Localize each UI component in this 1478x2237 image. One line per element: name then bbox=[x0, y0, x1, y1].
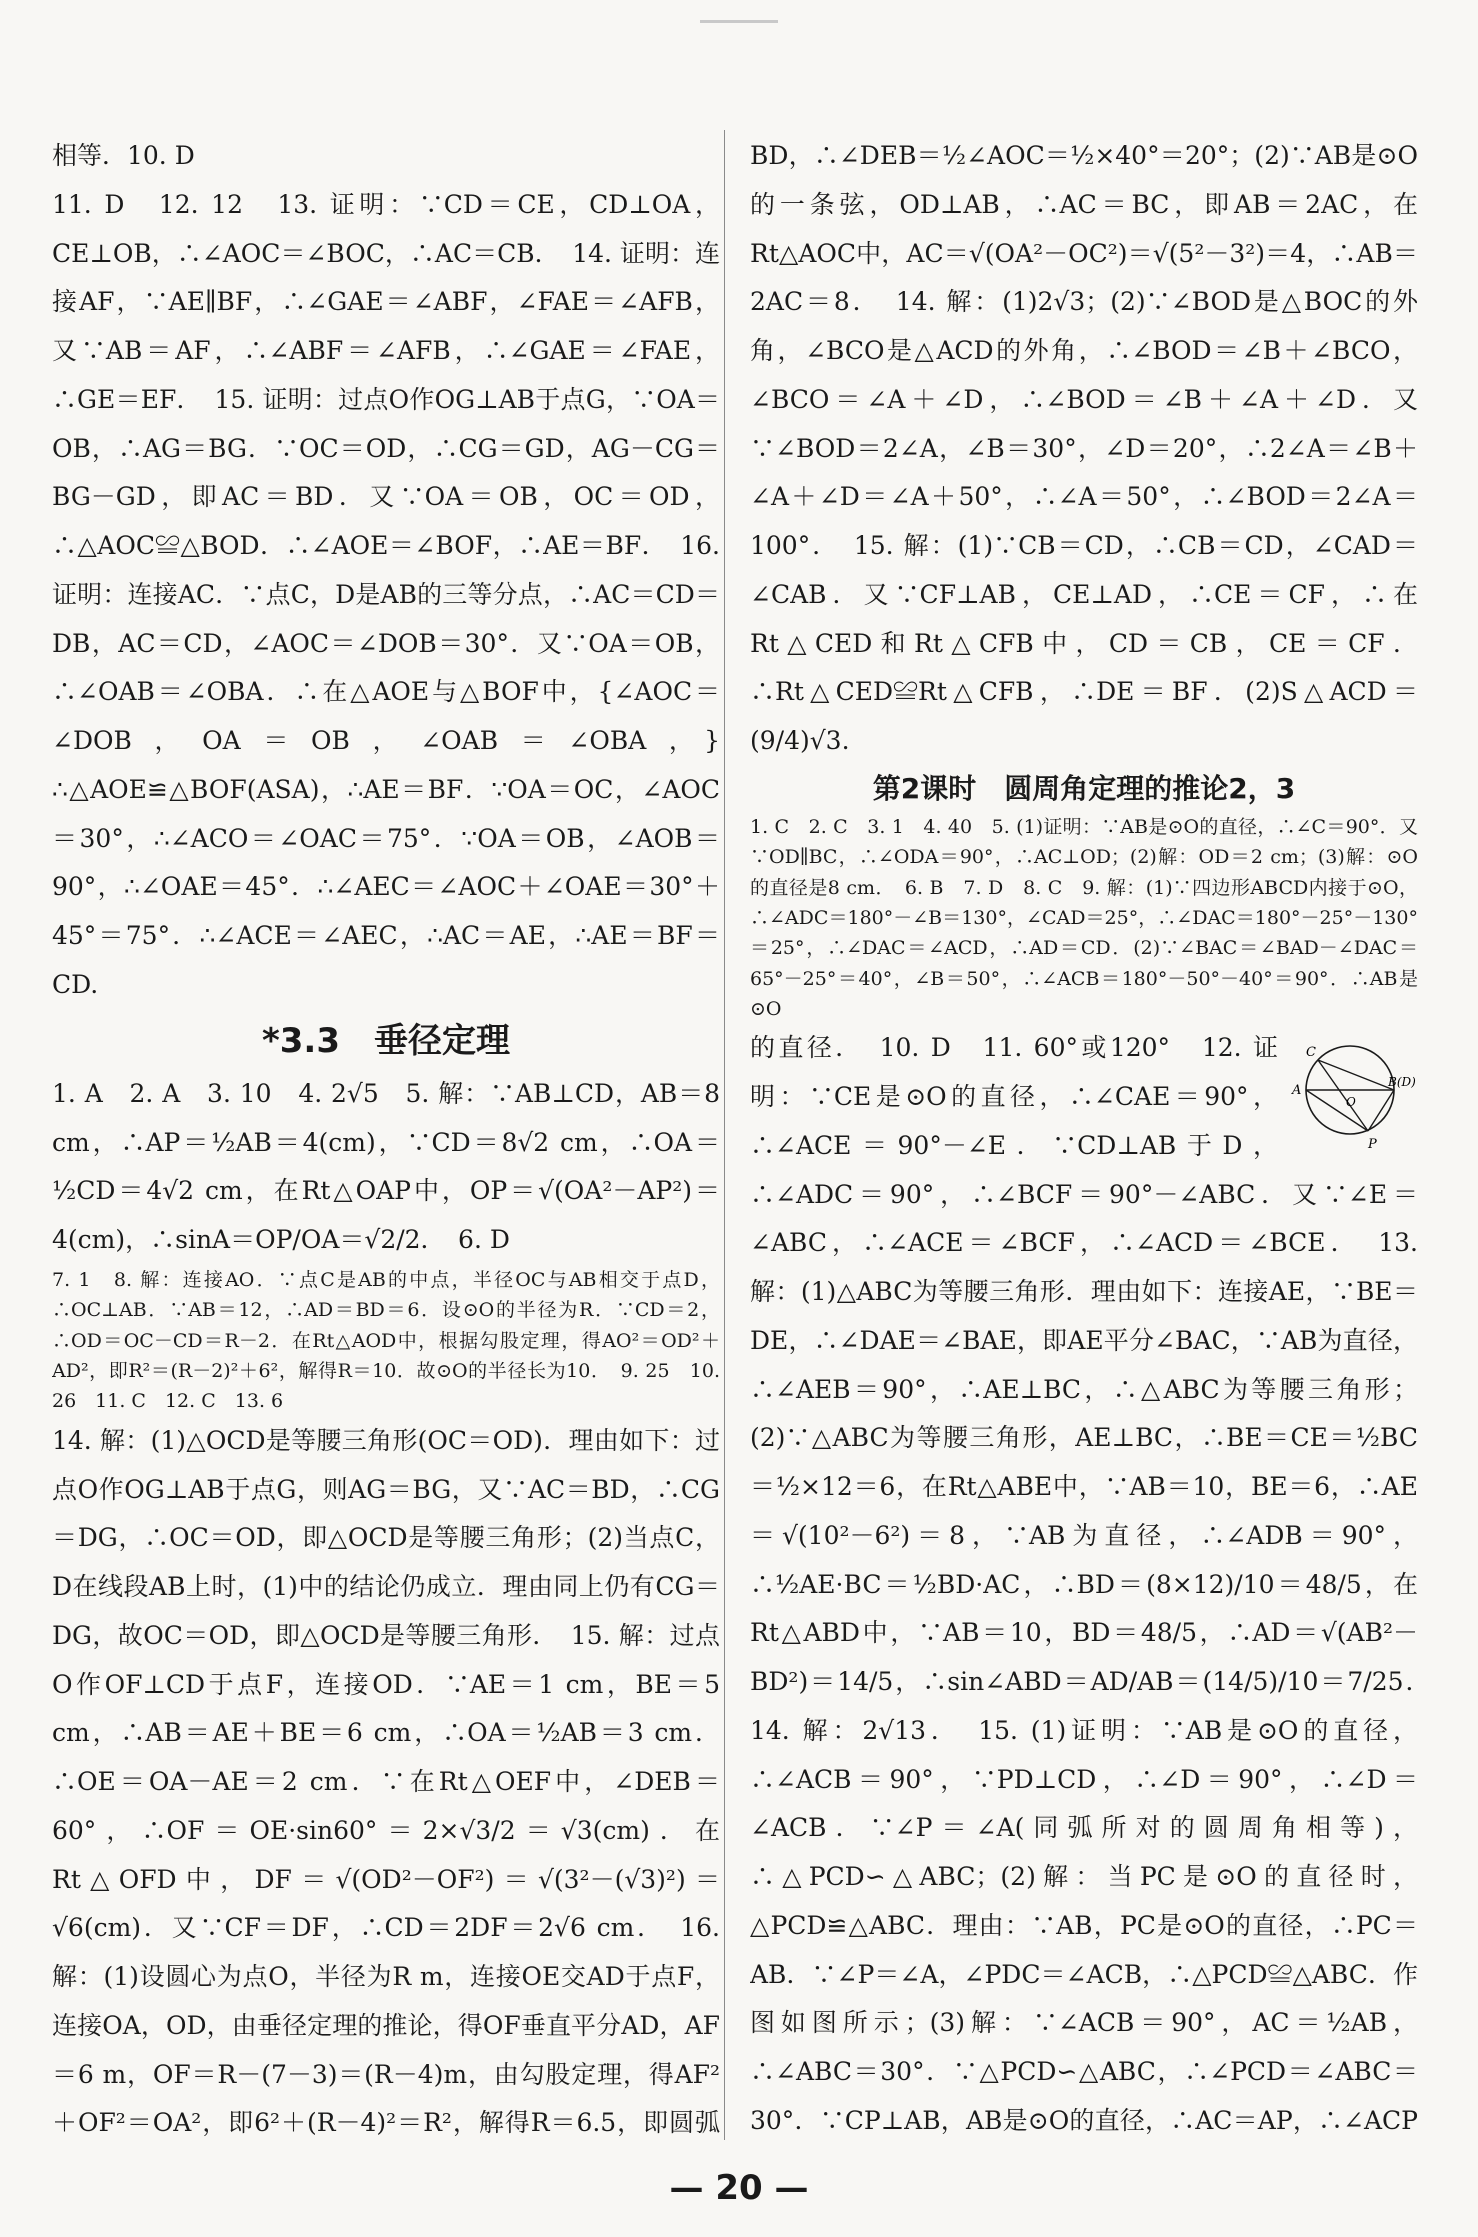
left-column bbox=[52, 132, 720, 2152]
circle-figure-pcd bbox=[1288, 1028, 1418, 1154]
right-column bbox=[750, 132, 1418, 2152]
answer-paragraph-small: 1. C 2. C 3. 1 4. 40 5. (1)证明：∵AB是⊙O的直径，∴∠C＝90°．又∵OD∥BC，∴∠ODA＝90°，∴AC⊥OD；(2)解：OD＝2 cm；(3)解：⊙O的直径是8 cm． 6. B 7. D 8. C 9. 解：(1)∵四边形ABCD内接于⊙O，∴∠ADC＝180°－∠B＝130°，∠CAD＝25°，∴∠DAC＝180°－25°－130°＝25°，∴∠DAC＝∠ACD，∴AD＝CD．(2)∵∠BAC＝∠BAD－∠DAC＝65°－25°＝40°，∠B＝50°，∴∠ACB＝180°－50°－40°＝90°．∴AB是⊙O bbox=[750, 815, 1418, 1021]
fig-label-c: C bbox=[1306, 1045, 1316, 1061]
section-heading-3-3: *3.3 垂径定理 bbox=[261, 1020, 510, 1061]
answer-paragraph: 的直径． 10. D 11. 60°或120° 12. 证明：∵CE是⊙O的直径，∴∠CAE＝90°，∴∠ACE＝90°－∠E．∵CD⊥AB于D，∴∠ADC＝90°，∴∠BCF＝90°－∠ABC．又∵∠E＝∠ABC，∴∠ACE＝∠BCF，∴∠ACD＝∠BCE． 13. 解：(1)△ABC为等腰三角形．理由如下：连接AE，∵BE＝DE，∴∠DAE＝∠BAE，即AE平分∠BAC，∵AB为直径，∴∠AEB＝90°，∴AE⊥BC，∴△ABC为等腰三角形；(2)∵△ABC为等腰三角形，AE⊥BC，∴BE＝CE＝½BC＝½×12＝6，在Rt△ABE中，∵AB＝10，BE＝6，∴AE＝√(10²－6²)＝8，∵AB为直径，∴∠ADB＝90°，∴½AE·BC＝½BD·AC，∴BD＝(8×12)/10＝48/5，在Rt△ABD中，∵AB＝10，BD＝48/5，∴AD＝√(AB²－BD²)＝14/5，∴sin∠ABD＝AD/AB＝(14/5)/10＝7/25． 14. 解：2√13． 15. (1)证明：∵AB是⊙O的直径，∴∠ACB＝90°，∵PD⊥CD，∴∠D＝90°，∴∠D＝∠ACB．∵∠P＝∠A(同弧所对的圆周角相等)，∴△PCD∽△ABC；(2)解：当PC是⊙O的直径时，△PCD≌△ABC．理由：∵AB，PC是⊙O的直径，∴PC＝AB．∵∠P＝∠A，∠PDC＝∠ACB，∴△PCD≌△ABC．作图如图所示；(3)解：∵∠ACB＝90°，AC＝½AB，∴∠ABC＝30°．∵△PCD∽△ABC，∴∠PCD＝∠ABC＝30°．∵CP⊥AB，AB是⊙O的直径，∴AC＝AP，∴∠ACP bbox=[750, 1033, 1418, 2135]
column-divider bbox=[724, 130, 725, 2140]
lesson-heading-2: 第2课时 圆周角定理的推论2，3 bbox=[872, 771, 1296, 805]
answer-paragraph: 1. A 2. A 3. 10 4. 2√5 5. 解：∵AB⊥CD，AB＝8 cm，∴AP＝½AB＝4(cm)，∵CD＝8√2 cm，∴OA＝½CD＝4√2 cm，在Rt△OAP中，OP＝√(OA²－AP²)＝4(cm)，∴sinA＝OP/OA＝√2/2． 6. D bbox=[52, 1078, 720, 1255]
answer-paragraph: 11. D 12. 12 13. 证明：∵CD＝CE，CD⊥OA，CE⊥OB，∴∠AOC＝∠BOC，∴AC＝CB． 14. 证明：连接AF，∵AE∥BF，∴∠GAE＝∠ABF，∠FAE＝∠AFB，又∵AB＝AF，∴∠ABF＝∠AFB，∴∠GAE＝∠FAE，∴GE＝EF． 15. 证明：过点O作OG⊥AB于点G，∵OA＝OB，∴AG＝BG．∵OC＝OD，∴CG＝GD，AG－CG＝BG－GD，即AC＝BD．又∵OA＝OB，OC＝OD，∴△AOC≌△BOD．∴∠AOE＝∠BOF，∴AE＝BF． 16. 证明：连接AC．∵点C，D是AB的三等分点，∴AC＝CD＝DB，AC＝CD，∠AOC＝∠DOB＝30°．又∵OA＝OB，∴∠OAB＝∠OBA．∴在△AOE与△BOF中，{∠AOC＝∠DOB，OA＝OB，∠OAB＝∠OBA，} ∴△AOE≌△BOF(ASA)，∴AE＝BF．∵OA＝OC，∠AOC＝30°，∴∠ACO＝∠OAC＝75°．∵OA＝OB，∠AOB＝90°，∴∠OAE＝45°．∴∠AEC＝∠AOC＋∠OAE＝30°＋45°＝75°．∴∠ACE＝∠AEC，∴AC＝AE，∴AE＝BF＝CD. bbox=[52, 189, 720, 999]
fig-label-bd: B(D) bbox=[1388, 1075, 1416, 1090]
fig-label-o: O bbox=[1346, 1095, 1356, 1110]
answer-paragraph: 14. 解：(1)△OCD是等腰三角形(OC＝OD)．理由如下：过点O作OG⊥AB于点G，则AG＝BG，又∵AC＝BD，∴CG＝DG，∴OC＝OD，即△OCD是等腰三角形；(2)当点C，D在线段AB上时，(1)中的结论仍成立．理由同上仍有CG＝DG，故OC＝OD，即△OCD是等腰三角形． 15. 解：过点O作OF⊥CD于点F，连接OD．∵AE＝1 cm，BE＝5 cm，∴AB＝AE＋BE＝6 cm，∴OA＝½AB＝3 cm．∴OE＝OA－AE＝2 cm．∵在Rt△OEF中，∠DEB＝60°，∴OF＝OE·sin60°＝2×√3/2＝√3(cm)．在Rt△OFD中，DF＝√(OD²－OF²)＝√(3²－(√3)²)＝√6(cm)．又∵CF＝DF，∴CD＝2DF＝2√6 cm． 16. 解：(1)设圆心为点O，半径为R m，连接OE交AD于点F，连接OA，OD，由垂径定理的推论，得OF垂直平分AD，AF＝6 m，OF＝R－(7－3)＝(R－4)m，由勾股定理，得AF²＋OF²＝OA²，即6²＋(R－4)²＝R²，解得R＝6.5，即圆弧 bbox=[52, 1425, 720, 2138]
top-rule bbox=[700, 20, 778, 23]
answer-paragraph: BD，∴∠DEB＝½∠AOC＝½×40°＝20°；(2)∵AB是⊙O的一条弦，OD⊥AB，∴AC＝BC，即AB＝2AC，在Rt△AOC中，AC＝√(OA²－OC²)＝√(5²－3²)＝4，∴AB＝2AC＝8． 14. 解：(1)2√3；(2)∵∠BOD是△BOC的外角，∠BCO是△ACD的外角，∴∠BOD＝∠B＋∠BCO，∠BCO＝∠A＋∠D，∴∠BOD＝∠B＋∠A＋∠D．又∵∠BOD＝2∠A，∠B＝30°，∠D＝20°，∴2∠A＝∠B＋∠A＋∠D＝∠A＋50°，∴∠A＝50°，∴∠BOD＝2∠A＝100°． 15. 解：(1)∵CB＝CD，∴CB＝CD，∠CAD＝∠CAB．又∵CF⊥AB，CE⊥AD，∴CE＝CF，∴在Rt△CED和Rt△CFB中，CD＝CB，CE＝CF．∴Rt△CED≌Rt△CFB，∴DE＝BF．(2)S△ACD＝(9/4)√3. bbox=[750, 141, 1418, 755]
answer-paragraph: 相等．10. D bbox=[52, 141, 195, 170]
fig-label-a: A bbox=[1292, 1083, 1302, 1099]
answer-paragraph-small: 7. 1 8. 解：连接AO．∵点C是AB的中点，半径OC与AB相交于点D，∴OC⊥AB．∵AB＝12，∴AD＝BD＝6．设⊙O的半径为R．∵CD＝2，∴OD＝OC－CD＝R－2．在Rt△AOD中，根据勾股定理，得AO²＝OD²＋AD²，即R²＝(R－2)²＋6²，解得R＝10．故⊙O的半径长为10． 9. 25 10. 26 11. C 12. C 13. 6 bbox=[52, 1268, 720, 1413]
fig-label-p: P bbox=[1368, 1137, 1377, 1153]
page-number: — 20 — bbox=[669, 2168, 809, 2208]
page-number-value: 20 bbox=[715, 2168, 763, 2208]
